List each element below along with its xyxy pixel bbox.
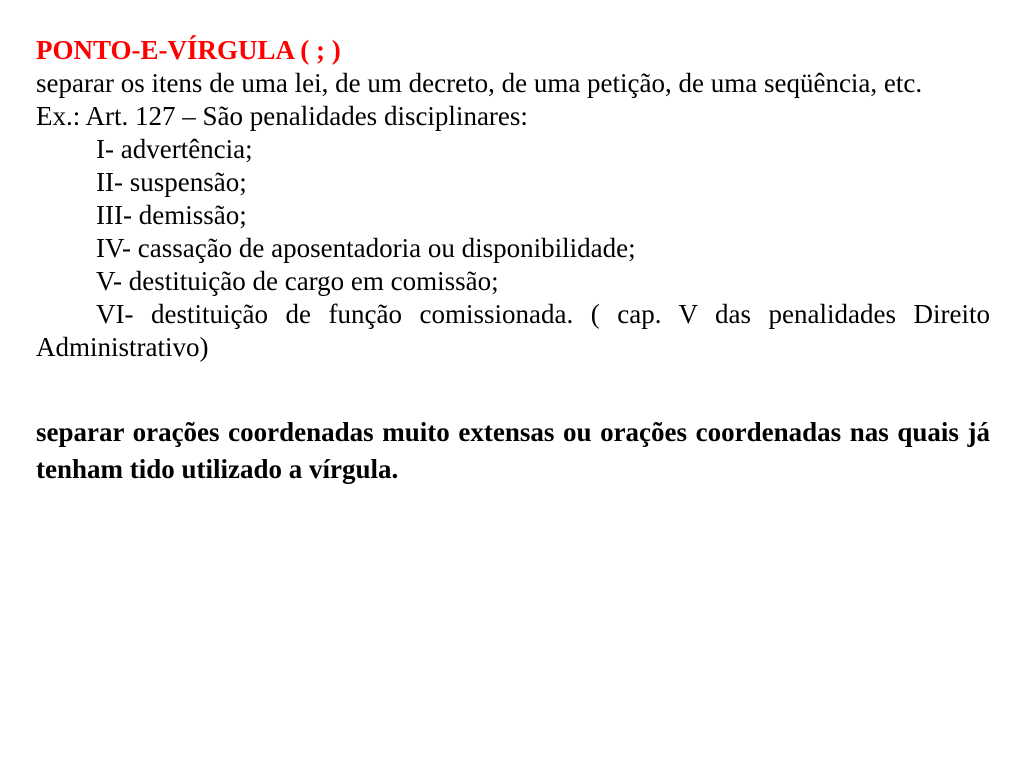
list-item: III- demissão; bbox=[96, 200, 247, 230]
example-intro: Ex.: Art. 127 – São penalidades disciplinares: bbox=[36, 101, 528, 131]
slide-content bbox=[36, 34, 990, 488]
second-rule-text: separar orações coordenadas muito extensas ou orações coordenadas nas quais já tenham tido utilizado a vírgula. bbox=[36, 417, 990, 484]
definition-text: separar os itens de uma lei, de um decreto, de uma petição, de uma seqüência, etc. bbox=[36, 68, 923, 98]
slide-title: PONTO-E-VÍRGULA ( ; ) bbox=[36, 35, 341, 65]
spacer bbox=[36, 364, 990, 414]
list-item: V- destituição de cargo em comissão; bbox=[96, 266, 499, 296]
list-item: IV- cassação de aposentadoria ou disponibilidade; bbox=[96, 233, 636, 263]
list-item: VI- destituição de função comissionada. ( cap. V das penalidades Direito Administrativo) bbox=[36, 299, 990, 362]
list-item: I- advertência; bbox=[96, 134, 253, 164]
list-item: II- suspensão; bbox=[96, 167, 247, 197]
penalties-list bbox=[36, 133, 990, 364]
